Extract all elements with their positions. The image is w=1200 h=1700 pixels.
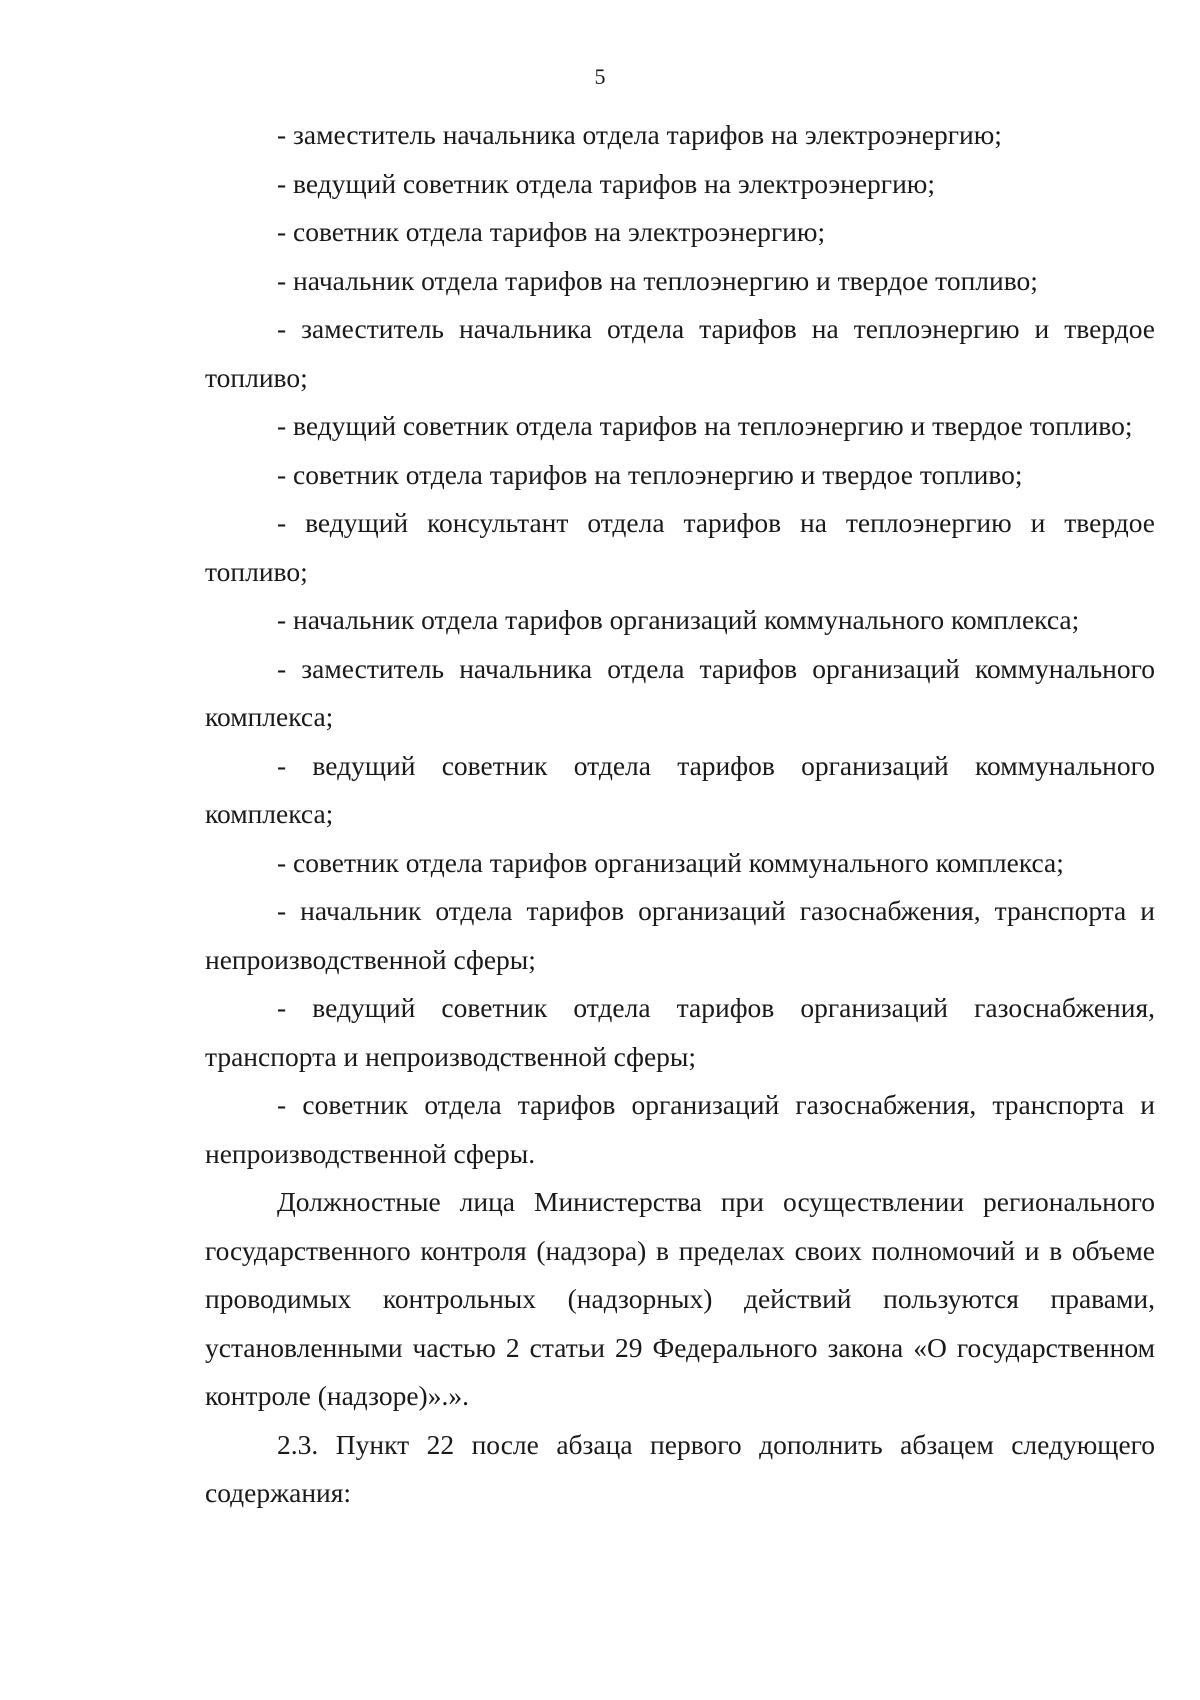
list-item: - начальник отдела тарифов организаций газоснабжения, транспорта и непроизводственной сферы; xyxy=(205,895,1155,975)
list-item: - ведущий советник отдела тарифов на теплоэнергию и твердое топливо; xyxy=(277,410,1133,441)
list-item: - заместитель начальника отдела тарифов организаций коммунального комплекса; xyxy=(205,652,1155,732)
list-item: - советник отдела тарифов организаций газоснабжения, транспорта и непроизводственной сферы. xyxy=(205,1089,1155,1169)
list-item: - ведущий консультант отдела тарифов на теплоэнергию и твердое топливо; xyxy=(205,507,1155,587)
list-item: - советник отдела тарифов организаций коммунального комплекса; xyxy=(277,846,1064,878)
list-item: - советник отдела тарифов на электроэнергию; xyxy=(277,216,826,247)
list-item: - ведущий советник отдела тарифов организаций коммунального комплекса; xyxy=(205,749,1155,829)
list-item: - советник отдела тарифов на теплоэнергию и твердое топливо; xyxy=(277,458,1023,490)
list-item: - начальник отдела тарифов организаций коммунального комплекса; xyxy=(277,604,1080,635)
list-item: - ведущий советник отдела тарифов организаций газоснабжения, транспорта и непроизводственной сферы; xyxy=(205,992,1155,1072)
list-item: - ведущий советник отдела тарифов на электроэнергию; xyxy=(277,167,935,199)
document-body xyxy=(205,111,1155,1518)
list-item: - заместитель начальника отдела тарифов на теплоэнергию и твердое топливо; xyxy=(205,313,1155,393)
page-number: 5 xyxy=(594,64,606,89)
list-item: - начальник отдела тарифов на теплоэнергию и твердое топливо; xyxy=(277,264,1038,296)
section-paragraph: 2.3. Пункт 22 после абзаца первого дополнить абзацем следующего содержания: xyxy=(205,1428,1155,1508)
list-item: - заместитель начальника отдела тарифов на электроэнергию; xyxy=(277,119,1002,150)
body-paragraph: Должностные лица Министерства при осуществлении регионального государственного контроля (надзора) в пределах своих полномочий и в объеме проводимых контрольных (надзорных) действий пользуются правами, установленными частью 2 статьи 29 Федерального закона «О государственном контроле (надзоре)».». xyxy=(205,1186,1155,1411)
